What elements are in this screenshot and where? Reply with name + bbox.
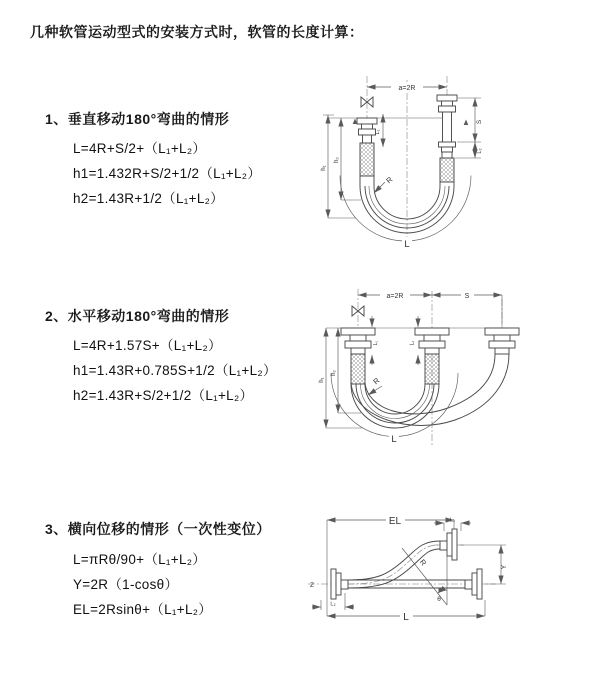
left-hose-assembly: [357, 118, 377, 186]
formula-line: Y=2R（1-cosθ）: [73, 577, 179, 592]
dim-label-a2r: a=2R: [386, 293, 404, 300]
formula-line: L=4R+S/2+（L₁+L₂）: [73, 141, 207, 156]
angle-label-theta: θ: [437, 596, 441, 603]
formula-line: L=4R+1.57S+（L₁+L₂）: [73, 338, 222, 353]
dim-label-el: EL: [388, 516, 402, 527]
left-flange: [331, 569, 348, 599]
section-heading: 2、水平移动180°弯曲的情形: [45, 308, 230, 324]
dim-label-y: Y: [501, 564, 508, 570]
braided-hose-section: [360, 143, 374, 176]
dim-label-h2: h₂: [334, 157, 340, 163]
left-hose-assembly: [341, 328, 375, 384]
dim-label-l1: L₁: [450, 517, 455, 524]
dim-label-r: R: [371, 375, 382, 387]
dimension-lines: [319, 291, 502, 446]
braided-hose-section: [440, 158, 454, 182]
diagram-horizontal-bend: [312, 283, 600, 461]
dim-label-r: R: [384, 174, 395, 186]
formula-line: L=πRθ/90+（L₁+L₂）: [73, 552, 207, 567]
dim-label-a2r: a=2R: [398, 85, 416, 92]
page-title: 几种软管运动型式的安装方式时，软管的长度计算：: [30, 24, 364, 40]
dim-label-l: L: [403, 612, 409, 623]
section-heading: 1、垂直移动180°弯曲的情形: [45, 111, 230, 127]
dim-label-l1: L₁: [375, 129, 381, 135]
axis-mark-z: Z: [310, 582, 314, 589]
dim-label-l: L: [404, 239, 410, 250]
dim-label-r: R: [417, 557, 429, 568]
dim-label-s: S: [464, 293, 470, 300]
dim-label-l2: L₂: [409, 340, 416, 346]
formula-line: h2=1.43R+1/2（L₁+L₂）: [73, 191, 224, 206]
dim-label-l: L: [391, 434, 397, 445]
formula-line: EL=2Rsinθ+（L₁+L₂）: [73, 602, 213, 617]
braided-hose-section: [425, 354, 439, 384]
middle-hose-assembly: [415, 328, 449, 384]
reference-arrow: [464, 120, 469, 126]
displaced-flange: [440, 529, 457, 560]
dimension-lines: [321, 82, 483, 250]
formula-line: h1=1.43R+0.785S+1/2（L₁+L₂）: [73, 363, 277, 378]
braided-hose-section: [351, 354, 365, 384]
dim-label-h2: h₂: [331, 370, 337, 376]
dim-label-l2: L₂: [477, 148, 483, 154]
diagram-lateral-displacement: [300, 498, 600, 666]
shifted-hose-assembly: [485, 328, 519, 354]
formula-line: h1=1.432R+S/2+1/2（L₁+L₂）: [73, 166, 262, 181]
dim-label-l2: L₂: [330, 601, 336, 608]
dim-label-h1: h₁: [319, 377, 325, 383]
dim-label-s: S: [476, 119, 483, 125]
diagram-vertical-bend: [312, 70, 590, 252]
dim-label-l1: L₁: [373, 340, 379, 346]
geometry-construction: [402, 548, 447, 605]
dim-label-h1: h₁: [321, 165, 327, 171]
section-heading: 3、横向位移的情形（一次性变位）: [45, 521, 271, 537]
displaced-hose-curve: [348, 541, 440, 588]
formula-line: h2=1.43R+S/2+1/2（L₁+L₂）: [73, 388, 254, 403]
right-hose-assembly: [437, 95, 457, 186]
